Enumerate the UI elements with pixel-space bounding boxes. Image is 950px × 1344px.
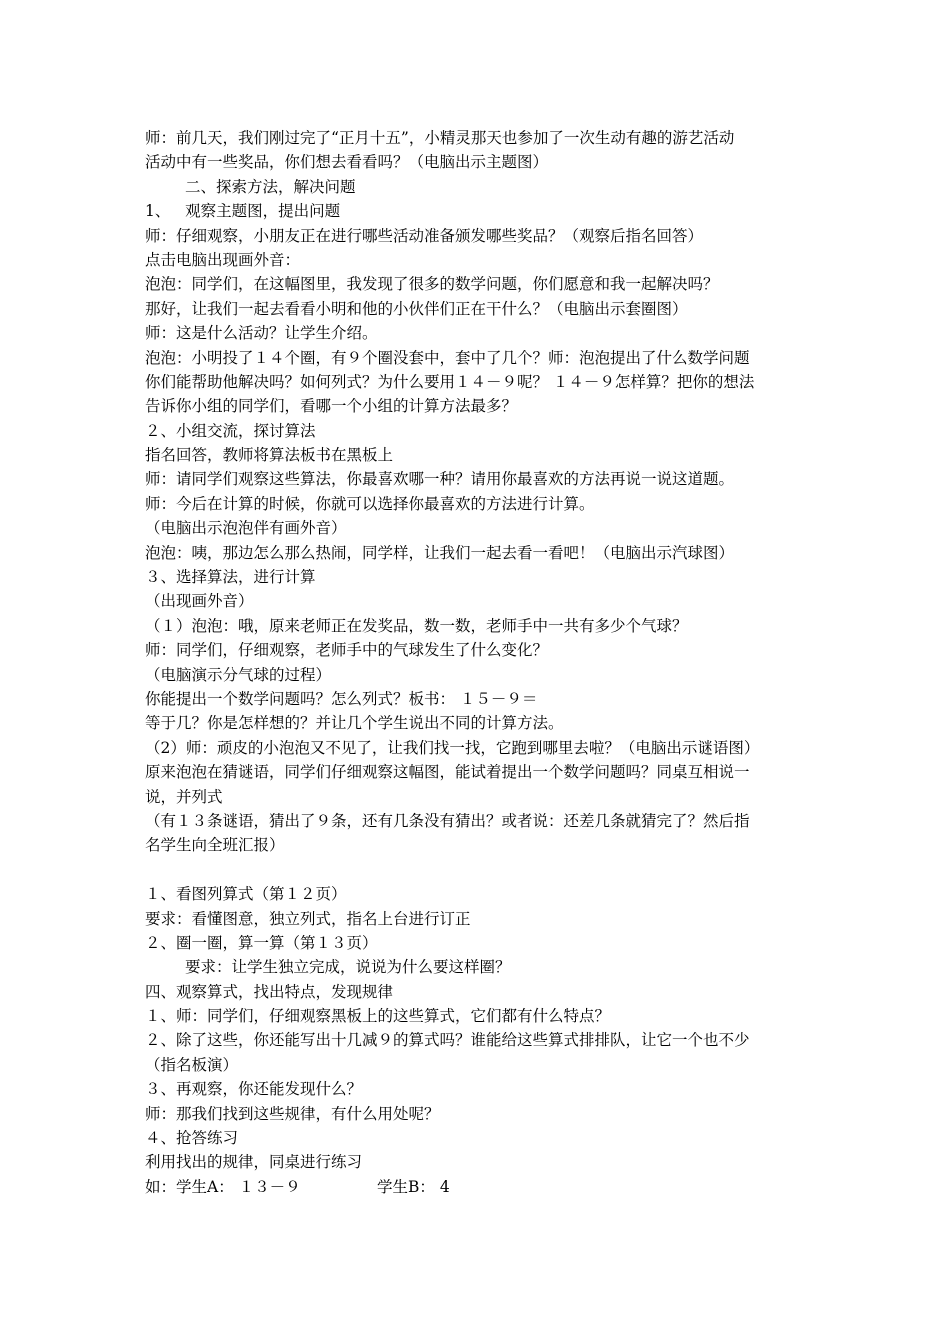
text-line: 你们能帮助他解决吗？如何列式？为什么要用１４－９呢？ １４－９怎样算？把你的想法 — [145, 372, 755, 391]
example-row — [145, 1175, 815, 1199]
text-line: （电脑出示泡泡伴有画外音） — [145, 519, 347, 538]
text-line: ３、再观察，你还能发现什么？ — [145, 1080, 363, 1099]
text-line: （有１３条谜语，猜出了９条，还有几条没有猜出？或者说：还差几条就猜完了？然后指 — [145, 811, 750, 830]
text-line: ２、除了这些，你还能写出十几减９的算式吗？谁能给这些算式排排队，让它一个也不少 — [145, 1031, 750, 1050]
text-line: 泡泡：小明投了１４个圈，有９个圈没套中，套中了几个？师：泡泡提出了什么数学问题 — [145, 348, 750, 367]
text-line: 师：同学们，仔细观察，老师手中的气球发生了什么变化？ — [145, 641, 549, 660]
text-line: 师：这是什么活动？让学生介绍。 — [145, 324, 378, 343]
text-line: 师：请同学们观察这些算法，你最喜欢哪一种？请用你最喜欢的方法再说一说这道题。 — [145, 470, 735, 489]
student-b-example: 学生B： 4 — [377, 1177, 450, 1196]
text-line: 等于几？你是怎样想的？并让几个学生说出不同的计算方法。 — [145, 714, 564, 733]
exercise-heading: １、看图列算式（第１２页） — [145, 885, 347, 904]
text-line: 点击电脑出现画外音： — [145, 250, 301, 269]
step-heading: 1、 观察主题图，提出问题 — [145, 202, 341, 221]
step-heading: ４、抢答练习 — [145, 1129, 239, 1148]
text-line: 指名回答，教师将算法板书在黑板上 — [145, 446, 394, 465]
text-line: 师：前几天，我们刚过完了“正月十五”，小精灵那天也参加了一次生动有趣的游艺活动 — [145, 129, 735, 147]
text-line: 师：那我们找到这些规律，有什么用处呢？ — [145, 1104, 440, 1123]
text-line: 那好，让我们一起去看看小明和他的小伙伴们正在干什么？（电脑出示套圈图） — [145, 299, 688, 318]
text-line: （2）师：顽皮的小泡泡又不见了，让我们找一找，它跑到哪里去啦？（电脑出示谜语图） — [145, 738, 760, 757]
section-heading: 四、观察算式，找出特点，发现规律 — [145, 982, 394, 1001]
text-line: 告诉你小组的同学们，看哪一个小组的计算方法最多？ — [145, 397, 518, 416]
text-line: 活动中有一些奖品，你们想去看看吗？（电脑出示主题图） — [145, 153, 549, 172]
exercise-heading: ２、圈一圈，算一算（第１３页） — [145, 933, 378, 952]
text-line: （指名板演） — [145, 1055, 239, 1074]
lesson-plan-text — [145, 126, 815, 1199]
text-line: （１）泡泡：哦，原来老师正在发奖品，数一数，老师手中一共有多少个气球？ — [145, 616, 688, 635]
text-line: 泡泡：同学们，在这幅图里，我发现了很多的数学问题，你们愿意和我一起解决吗？ — [145, 275, 719, 294]
text-line: 你能提出一个数学问题吗？怎么列式？板书： １５－９＝ — [145, 689, 538, 708]
text-line: 师：仔细观察，小朋友正在进行哪些活动准备颁发哪些奖品？（观察后指名回答） — [145, 226, 704, 245]
text-line: 利用找出的规律，同桌进行练习 — [145, 1153, 363, 1172]
text-line: 说，并列式 — [145, 787, 223, 806]
text-line: （电脑演示分气球的过程） — [145, 665, 332, 684]
text-line: （出现画外音） — [145, 592, 254, 611]
text-line: １、师：同学们，仔细观察黑板上的这些算式，它们都有什么特点？ — [145, 1007, 611, 1026]
text-line: 名学生向全班汇报） — [145, 836, 285, 855]
text-line: 师：今后在计算的时候，你就可以选择你最喜欢的方法进行计算。 — [145, 494, 595, 513]
text-line: 泡泡：咦，那边怎么那么热闹，同学样，让我们一起去看一看吧！（电脑出示汽球图） — [145, 543, 735, 562]
text-line: 要求：让学生独立完成，说说为什么要这样圈？ — [185, 958, 511, 977]
step-heading: ３、选择算法，进行计算 — [145, 568, 316, 587]
text-line: 要求：看懂图意，独立列式，指名上台进行订正 — [145, 909, 471, 928]
text-line: 原来泡泡在猜谜语，同学们仔细观察这幅图，能试着提出一个数学问题吗？同桌互相说一 — [145, 763, 750, 782]
section-heading: 二、探索方法，解决问题 — [185, 177, 356, 196]
blank-line — [145, 858, 815, 882]
student-a-example: 如：学生A： １３－９ — [145, 1177, 301, 1196]
step-heading: ２、小组交流，探讨算法 — [145, 421, 316, 440]
